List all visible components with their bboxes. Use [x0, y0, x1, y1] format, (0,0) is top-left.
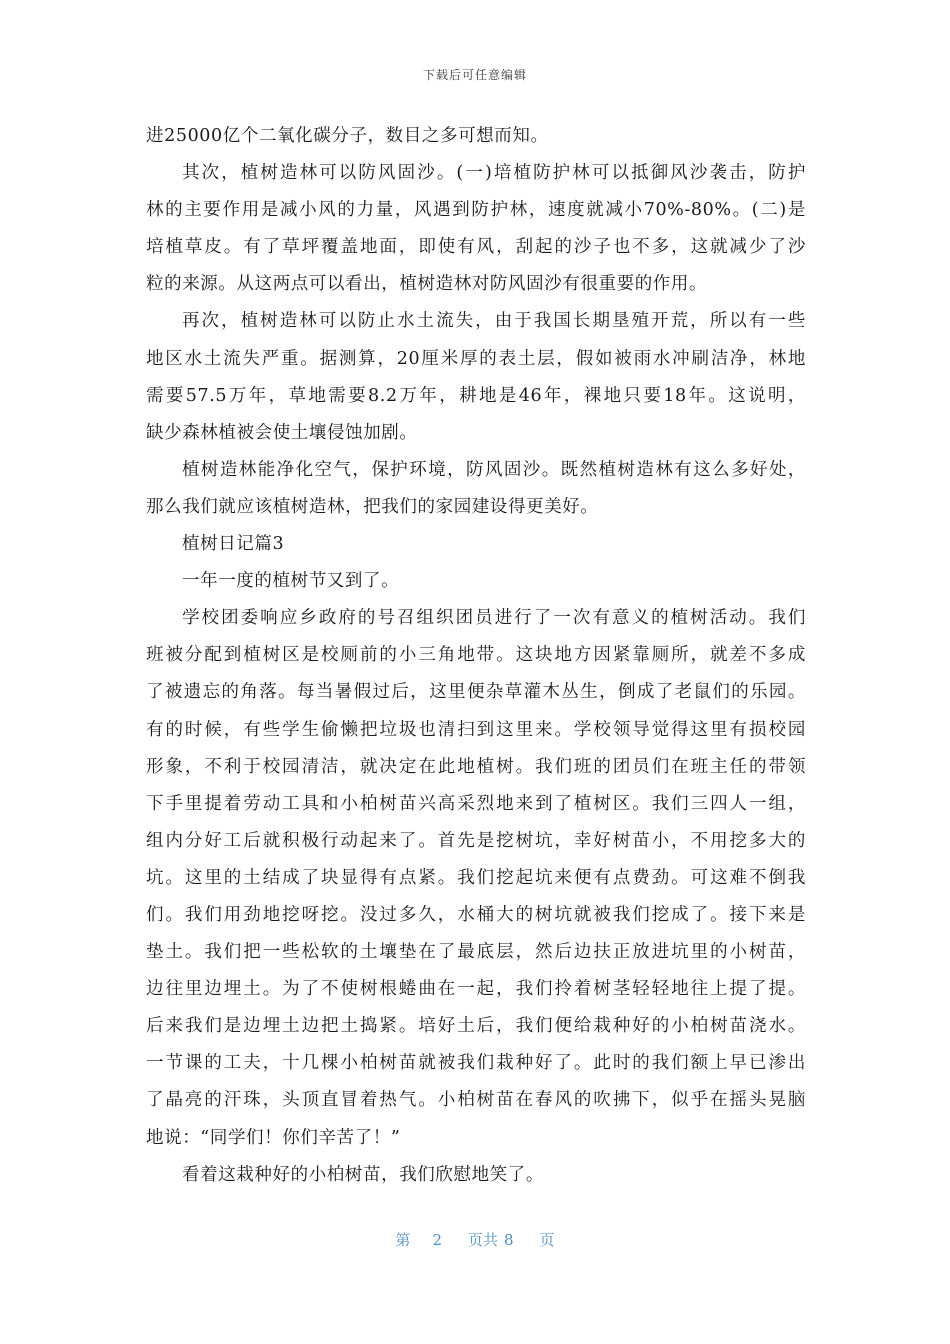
text-line: 坑。这里的土结成了块显得有点紧。我们挖起坑来便有点费劲。可这难不倒我	[146, 867, 806, 888]
text-line: 那么我们就应该植树造林，把我们的家园建设得更美好。	[146, 496, 599, 517]
text-line: 植树造林能净化空气，保护环境，防风固沙。既然植树造林有这么多好处，	[182, 459, 806, 480]
text-line: 粒的来源。从这两点可以看出，植树造林对防风固沙有很重要的作用。	[146, 274, 708, 295]
text-line: 了晶亮的汗珠，头顶直冒着热气。小柏树苗在春风的吹拂下，似乎在摇头晃脑	[146, 1090, 806, 1111]
text-line: 边往里边埋土。为了不使树根蜷曲在一起，我们拎着树茎轻轻地往上提了提。	[146, 979, 806, 1000]
footer-suffix: 页	[539, 1231, 555, 1249]
footer-middle: 页共	[467, 1231, 498, 1249]
text-line: 有的时候，有些学生偷懒把垃圾也清扫到这里来。学校领导觉得这里有损校园	[146, 719, 806, 740]
text-line: 学校团委响应乡政府的号召组织团员进行了一次有意义的植树活动。我们	[182, 608, 806, 629]
text-line: 林的主要作用是减小风的力量，风遇到防护林，速度就减小70%-80%。(二)是	[146, 200, 806, 221]
text-line: 一年一度的植树节又到了。	[182, 571, 400, 592]
text-line: 再次，植树造林可以防止水土流失，由于我国长期垦殖开荒，所以有一些	[182, 311, 806, 332]
text-line: 其次，植树造林可以防风固沙。(一)培植防护林可以抵御风沙袭击，防护	[182, 163, 806, 184]
text-line: 一节课的工夫，十几棵小柏树苗就被我们栽种好了。此时的我们额上早已渗出	[146, 1053, 806, 1074]
page-header: 下载后可任意编辑	[422, 68, 527, 82]
text-line: 需要57.5万年，草地需要8.2万年，耕地是46年，裸地只要18年。这说明，	[146, 385, 806, 406]
text-line: 后来我们是边埋土边把土捣紧。培好土后，我们便给栽种好的小柏树苗浇水。	[146, 1016, 806, 1037]
page-number: 2	[432, 1231, 442, 1249]
document-body	[146, 118, 806, 1194]
text-line: 地区水土流失严重。据测算，20厘米厚的表土层，假如被雨水冲刷洁净，林地	[146, 348, 806, 369]
text-line: 们。我们用劲地挖呀挖。没过多久，水桶大的树坑就被我们挖成了。接下来是	[146, 904, 806, 925]
section-title: 植树日记篇3	[182, 534, 285, 555]
text-line: 班被分配到植树区是校厕前的小三角地带。这块地方因紧靠厕所，就差不多成	[146, 645, 806, 666]
text-line: 进25000亿个二氧化碳分子，数目之多可想而知。	[146, 126, 549, 146]
footer-prefix: 第	[395, 1231, 411, 1249]
text-line: 了被遗忘的角落。每当暑假过后，这里便杂草灌木丛生，倒成了老鼠们的乐园。	[146, 682, 806, 703]
text-line: 缺少森林植被会使土壤侵蚀加剧。	[146, 422, 418, 443]
text-line: 看着这栽种好的小柏树苗，我们欣慰地笑了。	[182, 1164, 544, 1185]
text-line: 形象，不利于校园清洁，就决定在此地植树。我们班的团员们在班主任的带领	[146, 756, 806, 777]
text-line: 垫土。我们把一些松软的土壤垫在了最底层，然后边扶正放进坑里的小树苗，	[146, 942, 806, 963]
text-line: 下手里提着劳动工具和小柏树苗兴高采烈地来到了植树区。我们三四人一组，	[146, 793, 806, 814]
page-footer	[0, 1229, 950, 1250]
text-line: 地说：“同学们！你们辛苦了！”	[146, 1127, 401, 1148]
text-line: 培植草皮。有了草坪覆盖地面，即使有风，刮起的沙子也不多，这就减少了沙	[146, 237, 806, 258]
text-line: 组内分好工后就积极行动起来了。首先是挖树坑，幸好树苗小，不用挖多大的	[146, 830, 806, 851]
total-pages: 8	[504, 1231, 514, 1249]
